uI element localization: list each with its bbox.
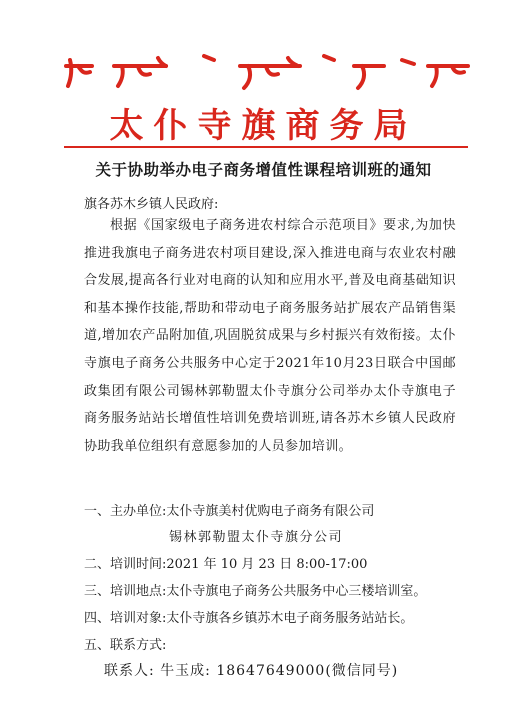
item-organizer-2 xyxy=(169,526,343,545)
item-value: 太仆寺旗美村优购电子商务有限公司 xyxy=(166,504,375,519)
item-label: 二、培训时间: xyxy=(84,557,167,572)
document-title: 关于协助举办电子商务增值性课程培训班的通知 xyxy=(95,161,432,179)
salutation: 旗各苏木乡镇人民政府: xyxy=(84,197,219,212)
item-value: 锡林郭勒盟太仆寺旗分公司 xyxy=(169,530,344,545)
item-value: 太仆寺旗各乡镇苏木电子商务服务站站长。 xyxy=(166,611,414,626)
org-title: 太仆寺旗商务局 xyxy=(109,106,418,146)
mongolian-script-header xyxy=(62,52,472,92)
item-label: 五、联系方式: xyxy=(84,638,167,653)
item-value: 太仆寺旗电子商务公共服务中心三楼培训室。 xyxy=(166,584,427,599)
item-label: 四、培训对象: xyxy=(84,611,167,626)
contact-line: 联系人: 牛玉成: 18647649000(微信同号) xyxy=(104,663,399,679)
item-contact-heading xyxy=(84,634,166,653)
item-label: 一、主办单位: xyxy=(84,504,167,519)
red-divider xyxy=(64,146,468,148)
item-location xyxy=(84,580,426,599)
body-paragraph: 根据《国家级电子商务进农村综合示范项目》要求,为加快推进我旗电子商务进农村项目建设,深入推进电商与农业农村融合发展,提高各行业对电商的认知和应用水平,普及电商基础知识和基本操作技能,帮助和带动电子商务服务站扩展农产品销售渠道,增加农产品附加值,巩固脱贫成果与乡村振兴有效衔接。太仆寺旗电子商务公共服务中心定于2021年10月23日联合中国邮政集团有限公司锡林郭勒盟太仆寺旗分公司举办太仆寺旗电子商务服务站站长增值性培训免费培训班,请各苏木乡镇人民政府协助我单位组织有意愿参加的人员参加培训。 xyxy=(84,218,456,454)
item-time xyxy=(84,553,367,572)
item-audience xyxy=(84,607,413,626)
item-organizer xyxy=(84,500,374,519)
item-label: 三、培训地点: xyxy=(84,584,167,599)
item-value: 2021 年 10 月 23 日 8:00-17:00 xyxy=(166,557,368,572)
